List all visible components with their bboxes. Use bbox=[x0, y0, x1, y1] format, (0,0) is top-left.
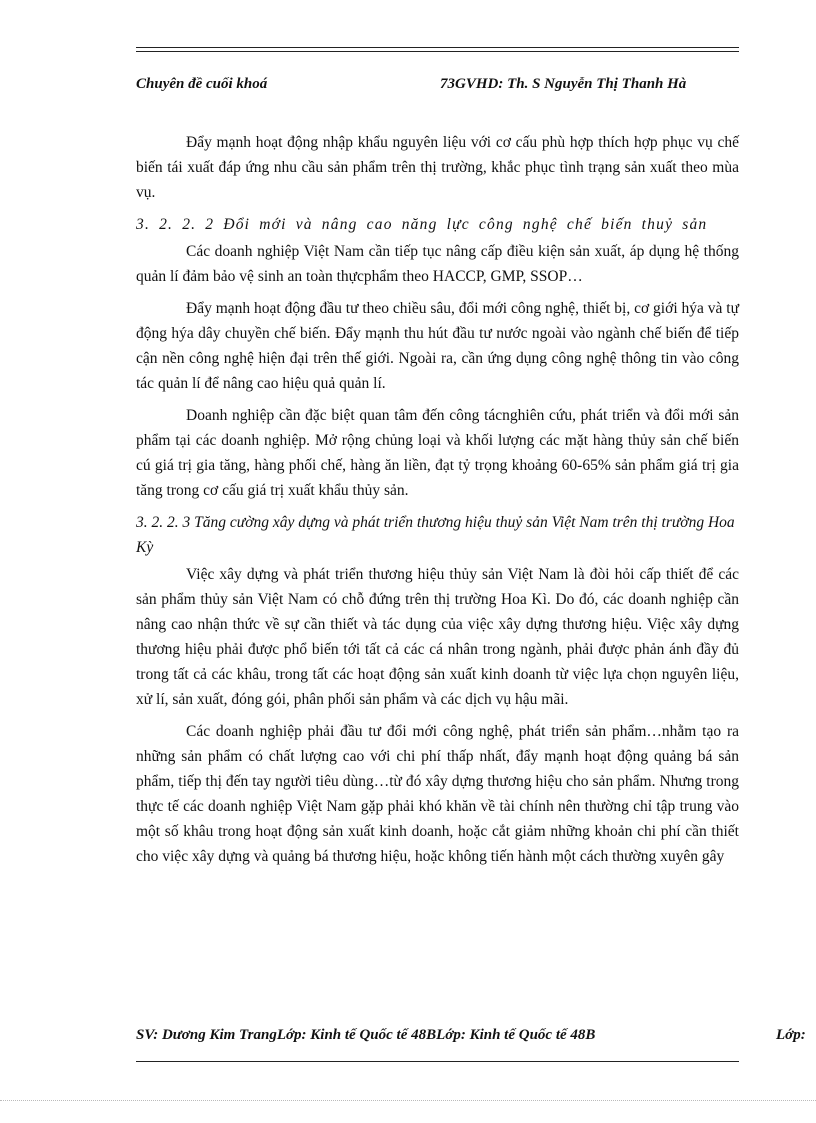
paragraph-3: Đẩy mạnh hoạt động đầu tư theo chiều sâu, đổi mới công nghệ, thiết bị, cơ giới hýa và tự động hýa dây chuyền chế biến. Đẩy mạnh thu hút đầu tư nước ngoài vào ngành chế biến để tiếp cận nền công nghệ hiện đại trên thế giới. Ngoài ra, cần ứng dụng công nghệ thông tin vào công tác quản lí để nâng cao hiệu quả quản lí. bbox=[136, 300, 739, 392]
page-bottom-dotted-line bbox=[0, 1100, 816, 1101]
paragraph-2: Các doanh nghiệp Việt Nam cần tiếp tục nâng cấp điều kiện sản xuất, áp dụng hệ thống quản lí đảm bảo vệ sinh an toàn thựcphẩm theo HACCP, GMP, SSOP… bbox=[136, 243, 739, 285]
paragraph-6: Các doanh nghiệp phải đầu tư đổi mới công nghệ, phát triển sản phẩm…nhằm tạo ra những sản phẩm có chất lượng cao với chi phí thấp nhất, đẩy mạnh hoạt động quảng bá sản phẩm, tiếp thị đến tay người tiêu dùng…từ đó xây dựng thương hiệu cho sản phẩm. Nhưng trong thực tế các doanh nghiệp Việt Nam gặp phải khó khăn về tài chính nên thường chỉ tập trung vào một số khâu trong hoạt động sản xuất kinh doanh, hoặc cắt giảm những khoản chi phí cần thiết cho việc xây dựng và quảng bá thương hiệu, hoặc không tiến hành một cách thường xuyên gây bbox=[136, 723, 739, 865]
header-supervisor: 73GVHD: Th. S Nguyễn Thị Thanh Hà bbox=[440, 76, 687, 92]
paragraph-5: Việc xây dựng và phát triển thương hiệu thủy sản Việt Nam là đòi hỏi cấp thiết để các sản phẩm thủy sản Việt Nam có chỗ đứng trên thị trường Hoa Kì. Do đó, các doanh nghiệp cần nâng cao nhận thức về sự cần thiết và tác dụng của việc xây dựng thương hiệu. Việc xây dựng thương hiệu phải được phổ biến tới tất cả các cá nhân trong ngành, phải được phản ánh đầy đủ trong tất cả các khâu, trong tất các hoạt động sản xuất kinh doanh từ việc lựa chọn nguyên liệu, xử lí, sản xuất, đóng gói, phân phối sản phẩm và các dịch vụ hậu mãi. bbox=[136, 566, 739, 708]
header-title: Chuyên đề cuối khoá bbox=[136, 76, 268, 92]
paragraph-1: Đẩy mạnh hoạt động nhập khẩu nguyên liệu với cơ cấu phù hợp thích hợp phục vụ chế biến tái xuất đáp ứng nhu cầu sản phẩm trên thị trường, khắc phục tình trạng sản xuất theo mùa vụ. bbox=[136, 134, 739, 201]
section-heading-3-2-2-3: 3. 2. 2. 3 Tăng cường xây dựng và phát triển thương hiệu thuỷ sản Việt Nam trên thị trường Hoa Kỳ bbox=[136, 514, 735, 556]
footer-class: Lớp: bbox=[776, 1027, 806, 1043]
paragraph-4: Doanh nghiệp cần đặc biệt quan tâm đến công tácnghiên cứu, phát triển và đổi mới sản phẩm tại các doanh nghiệp. Mở rộng chủng loại và khối lượng các mặt hàng thủy sản chế biến cú giá trị gia tăng, hàng phối chế, hàng ăn liền, đạt tỷ trọng khoảng 60-65% sản phẩm giá trị gia tăng trong cơ cấu giá trị xuất khẩu thủy sản. bbox=[136, 407, 739, 499]
footer-student: SV: Dương Kim TrangLớp: Kinh tế Quốc tế 48BLớp: Kinh tế Quốc tế 48B bbox=[136, 1027, 596, 1043]
footer-rule bbox=[136, 1061, 739, 1062]
header-rule-lower bbox=[136, 51, 739, 52]
header-rule-upper bbox=[136, 47, 739, 48]
section-heading-3-2-2-2: 3. 2. 2. 2 Đổi mới và nâng cao năng lực công nghệ chế biến thuỷ sản bbox=[136, 216, 708, 233]
document-body bbox=[136, 130, 739, 876]
